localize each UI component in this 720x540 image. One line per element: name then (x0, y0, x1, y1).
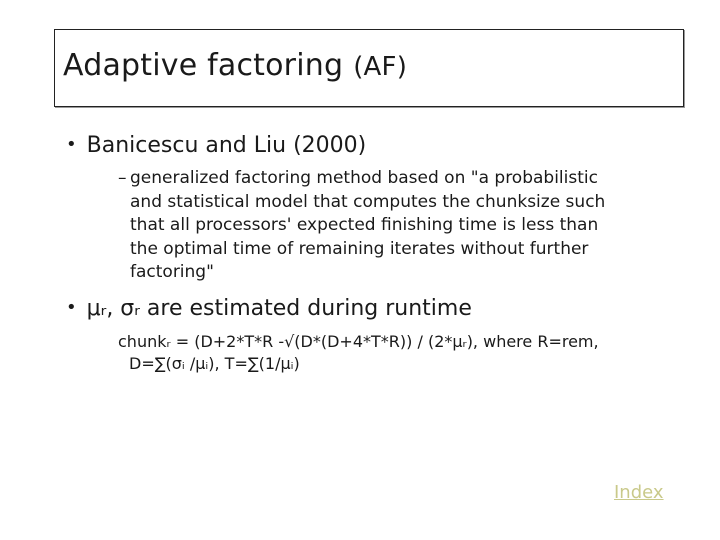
description-line-2: and statistical model that computes the chunksize such (130, 191, 606, 212)
sub-bullet-dash: – (118, 168, 127, 188)
description-line-5: factoring" (130, 262, 214, 282)
slide-title (63, 48, 407, 83)
title-box (54, 29, 684, 107)
index-link[interactable]: Index (614, 482, 664, 503)
slide-title-abbrev: (AF) (353, 52, 408, 82)
bullet-authors-text: Banicescu and Liu (2000) (86, 133, 367, 158)
bullet-estimation-text: μᵣ, σᵣ are estimated during runtime (86, 296, 472, 321)
bullet-dot: • (66, 297, 77, 318)
description-text-1: generalized factoring method based on "a probabilistic (130, 168, 598, 188)
bullet-authors (66, 133, 366, 158)
description-line-4: the optimal time of remaining iterates without further (130, 238, 589, 259)
formula-line-1: chunkᵣ = (D+2*T*R -√(D*(D+4*T*R)) / (2*μᵣ), where R=rem, (118, 332, 599, 351)
description-line-3: that all processors' expected finishing time is less than (130, 215, 599, 235)
bullet-estimation (66, 296, 472, 321)
bullet-dot: • (66, 134, 77, 155)
formula-line-2: D=∑(σᵢ /μᵢ), T=∑(1/μᵢ) (129, 354, 300, 373)
slide-title-main: Adaptive factoring (63, 48, 344, 83)
chunk-formula (118, 331, 599, 375)
description-line-1 (118, 167, 605, 191)
sub-bullet-description (118, 167, 605, 285)
